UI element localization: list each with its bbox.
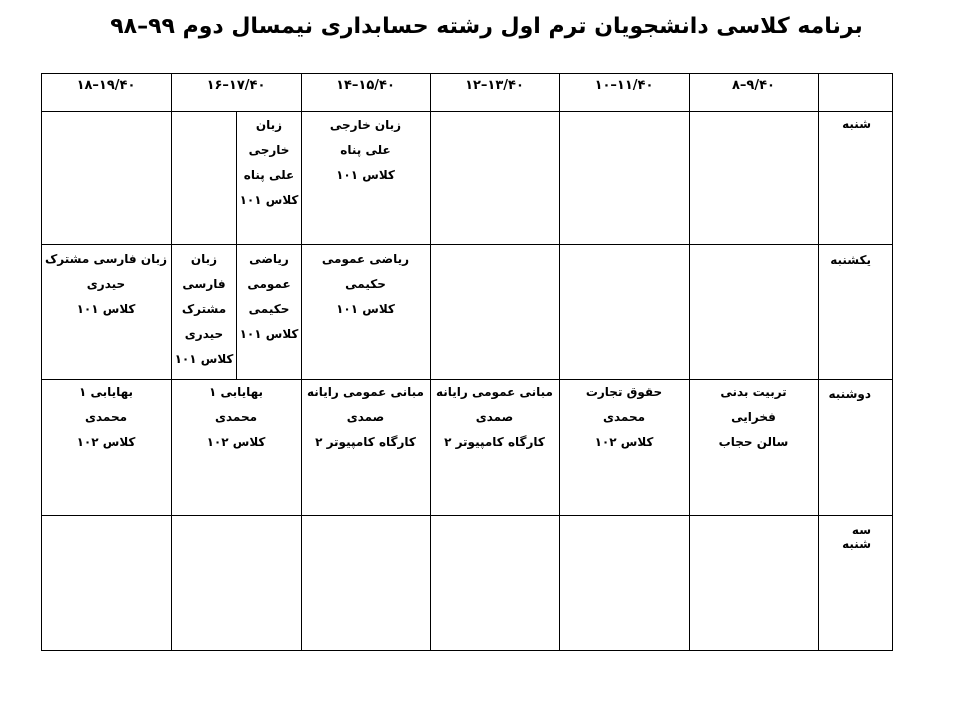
time-slot-header: ۱۲–۱۳/۴۰ (465, 78, 524, 93)
classroom: کلاس ۱۰۱ (336, 302, 395, 316)
class-entry (41, 380, 171, 455)
time-slot-header: ۱۶–۱۷/۴۰ (206, 78, 266, 93)
time-slot-header: ۱۸–۱۹/۴۰ (76, 78, 136, 93)
classroom: کلاس ۱۰۲ (206, 435, 266, 449)
time-slot-header: ۱۰–۱۱/۴۰ (594, 78, 654, 93)
instructor-name: صمدی (475, 410, 514, 424)
course-name: زبان خارجی (329, 118, 402, 132)
instructor-name: علی پناه (340, 143, 391, 157)
class-entry (559, 380, 689, 455)
classroom: کلاس ۱۰۱ (239, 193, 299, 207)
course-name: تربیت بدنی (720, 385, 787, 399)
class-entry (172, 247, 236, 372)
day-label-seshanbe: سه شنبه (842, 523, 871, 551)
instructor-name: حیدری (86, 277, 126, 291)
classroom: کارگاه کامپیوتر ۲ (315, 435, 416, 449)
course-name: مبانی عمومی رایانه (436, 385, 553, 399)
time-slot-header: ۱۴–۱۵/۴۰ (336, 78, 395, 93)
course-name: بهایابی ۱ (78, 385, 134, 399)
course-name: زبان فارسی مشترک (181, 252, 227, 316)
instructor-name: فخرایی (731, 410, 776, 424)
day-label-shanbe: شنبه (842, 117, 871, 131)
course-name: ریاضی عمومی (247, 252, 291, 291)
table-border-bottom (41, 650, 893, 651)
schedule-table (41, 73, 893, 651)
instructor-name: محمدی (84, 410, 128, 424)
class-entry (237, 113, 301, 213)
row-divider (41, 111, 893, 112)
instructor-name: محمدی (602, 410, 646, 424)
day-label-yekshanbe: یکشنبه (830, 253, 871, 267)
col-divider (430, 73, 431, 651)
table-border-left (41, 73, 42, 651)
classroom: کلاس ۱۰۱ (76, 302, 136, 316)
instructor-name: حکیمی (345, 277, 386, 291)
classroom: کلاس ۱۰۲ (76, 435, 136, 449)
course-name: زبان فارسی مشترک (44, 252, 168, 266)
classroom: کلاس ۱۰۱ (336, 168, 395, 182)
classroom: کلاس ۱۰۲ (594, 435, 654, 449)
row-divider (41, 515, 893, 516)
instructor-name: علی پناه (243, 168, 295, 182)
class-entry (237, 247, 301, 347)
class-entry (301, 247, 430, 322)
course-name: مبانی عمومی رایانه (307, 385, 424, 399)
time-slot-header: ۸–۹/۴۰ (732, 78, 775, 93)
classroom: کلاس ۱۰۱ (174, 352, 234, 366)
instructor-name: حیدری (184, 327, 224, 341)
class-entry (430, 380, 559, 455)
course-name: زبان خارجی (248, 118, 290, 157)
row-divider (41, 244, 893, 245)
class-entry (689, 380, 818, 455)
class-entry (301, 380, 430, 455)
instructor-name: محمدی (214, 410, 258, 424)
course-name: بهایابی ۱ (208, 385, 264, 399)
instructor-name: حکیمی (248, 302, 290, 316)
table-border-right (892, 73, 893, 651)
instructor-name: صمدی (346, 410, 385, 424)
class-entry (41, 247, 171, 322)
course-name: حقوق تجارت (585, 385, 663, 399)
day-label-doshanbe: دوشنبه (828, 387, 871, 401)
page-title: برنامه کلاسی دانشجویان ترم اول رشته حسابداری نیمسال دوم ۹۹–۹۸ (110, 14, 863, 39)
course-name: ریاضی عمومی (321, 252, 410, 266)
class-entry (301, 113, 430, 188)
col-divider (689, 73, 690, 651)
classroom: کارگاه کامپیوتر ۲ (444, 435, 545, 449)
classroom: سالن حجاب (718, 435, 789, 449)
col-divider (818, 73, 819, 651)
col-divider (559, 73, 560, 651)
class-entry (171, 380, 301, 455)
classroom: کلاس ۱۰۱ (239, 327, 299, 341)
